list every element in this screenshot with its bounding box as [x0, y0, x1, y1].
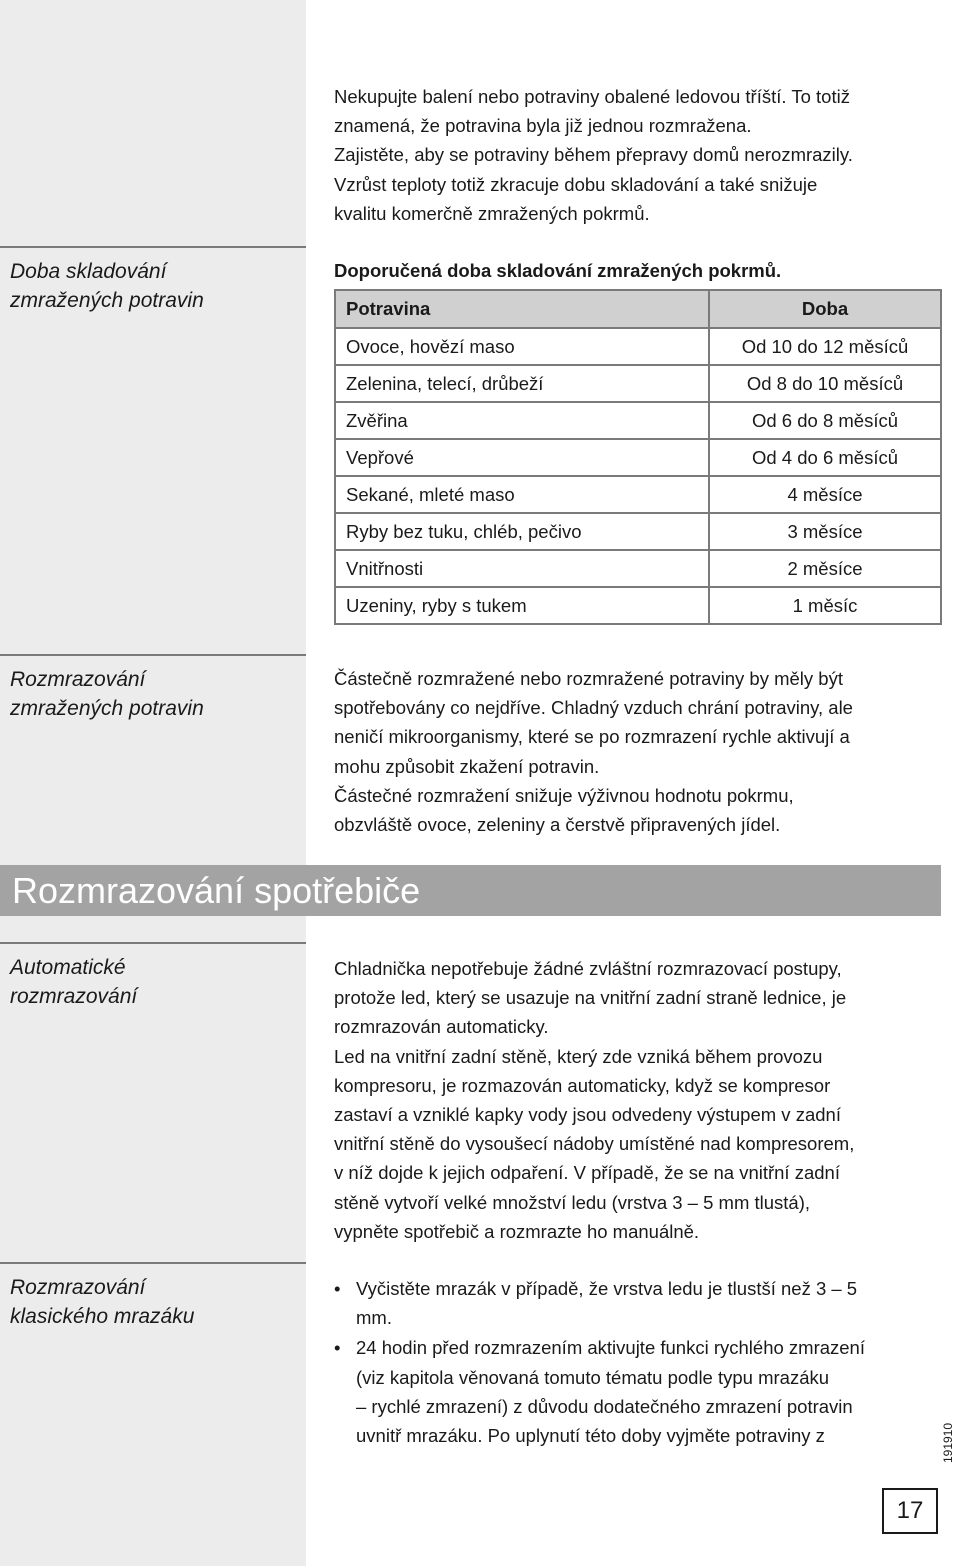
- list-line: (viz kapitola věnovaná tomuto tématu podle typu mrazáku: [356, 1366, 830, 1388]
- document-code: [938, 1418, 958, 1468]
- thawing-line: neničí mikroorganismy, které se po rozmrazení rychle aktivují a: [334, 726, 850, 748]
- auto-line: vypněte spotřebič a rozmrazte ho manuálně.: [334, 1220, 700, 1242]
- side-heading-line: zmražených potravin: [10, 697, 204, 720]
- document-code-text: 191910: [941, 1422, 955, 1464]
- cell-time: 1 měsíc: [709, 587, 941, 624]
- intro-line: znamená, že potravina byla již jednou rozmražena.: [334, 115, 752, 137]
- intro-paragraph: [334, 82, 934, 228]
- cell-food: Vepřové: [335, 439, 709, 476]
- cell-food: Ryby bez tuku, chléb, pečivo: [335, 513, 709, 550]
- cell-food: Sekané, mleté maso: [335, 476, 709, 513]
- cell-food: Zvěřina: [335, 402, 709, 439]
- table-row: [335, 402, 941, 439]
- cell-time: Od 4 do 6 měsíců: [709, 439, 941, 476]
- thawing-line: mohu způsobit zkažení potravin.: [334, 755, 600, 777]
- auto-defrost-paragraph: [334, 954, 934, 1246]
- table-row: [335, 550, 941, 587]
- cell-time: 3 měsíce: [709, 513, 941, 550]
- cell-time: 2 měsíce: [709, 550, 941, 587]
- side-heading-auto-defrost: [0, 942, 306, 1011]
- side-heading-line: Automatické: [10, 956, 126, 979]
- table-row: [335, 587, 941, 624]
- list-line: mm.: [356, 1307, 392, 1329]
- side-heading-line: klasického mrazáku: [10, 1305, 195, 1328]
- auto-line: zastaví a vzniklé kapky vody jsou odvedeny výstupem v zadní: [334, 1104, 841, 1126]
- auto-line: protože led, který se usazuje na vnitřní zadní straně lednice, je: [334, 987, 847, 1009]
- intro-line: Nekupujte balení nebo potraviny obalené ledovou tříští. To totiž: [334, 86, 850, 107]
- table-row: [335, 328, 941, 365]
- auto-line: Led na vnitřní zadní stěně, který zde vzniká během provozu: [334, 1045, 823, 1067]
- side-heading-thawing: [0, 654, 306, 723]
- table-row: [335, 439, 941, 476]
- thawing-line: Částečně rozmražené nebo rozmražené potraviny by měly být: [334, 668, 843, 689]
- auto-line: stěně vytvoří velké množství ledu (vrstva 3 – 5 mm tlustá),: [334, 1191, 811, 1213]
- auto-line: rozmrazován automaticky.: [334, 1016, 549, 1038]
- list-line: uvnitř mrazáku. Po uplynutí této doby vyjměte potraviny z: [356, 1425, 825, 1447]
- list-item: [334, 1274, 934, 1332]
- storage-time-table: [334, 289, 942, 625]
- cell-food: Vnitřnosti: [335, 550, 709, 587]
- intro-line: Zajistěte, aby se potraviny během přepravy domů nerozmrazily.: [334, 144, 853, 166]
- bullet-icon: •: [334, 1278, 341, 1299]
- side-heading-line: Rozmrazování: [10, 1276, 146, 1299]
- section-title-bar: Rozmrazování spotřebiče: [0, 865, 941, 916]
- thawing-line: obzvláště ovoce, zeleniny a čerstvě připravených jídel.: [334, 814, 781, 836]
- column-header-time: Doba: [709, 290, 941, 328]
- side-heading-line: zmražených potravin: [10, 289, 204, 312]
- page-number: 17: [882, 1488, 938, 1534]
- auto-line: vnitřní stěně do vysoušecí nádoby umístěné nad kompresorem,: [334, 1133, 855, 1155]
- thawing-line: Částečné rozmražení snižuje výživnou hodnotu pokrmu,: [334, 784, 794, 806]
- column-header-food: Potravina: [335, 290, 709, 328]
- cell-time: Od 8 do 10 měsíců: [709, 365, 941, 402]
- side-heading-storage: [0, 246, 306, 315]
- auto-line: Chladnička nepotřebuje žádné zvláštní rozmrazovací postupy,: [334, 958, 842, 979]
- auto-line: v níž dojde k jejich odpaření. V případě, že se na vnitřní zadní: [334, 1162, 840, 1184]
- sidebar-background: [0, 0, 306, 1566]
- storage-table-heading: Doporučená doba skladování zmražených pokrmů.: [334, 260, 782, 281]
- side-heading-line: Doba skladování: [10, 260, 167, 283]
- classic-defrost-list: [334, 1274, 934, 1450]
- intro-line: kvalitu komerčně zmražených pokrmů.: [334, 202, 650, 224]
- thawing-paragraph: [334, 664, 934, 839]
- list-line: – rychlé zmrazení) z důvodu dodatečného zmrazení potravin: [356, 1395, 853, 1417]
- list-line: 24 hodin před rozmrazením aktivujte funkci rychlého zmrazení: [356, 1337, 865, 1359]
- side-heading-classic-defrost: [0, 1262, 306, 1331]
- list-line: Vyčistěte mrazák v případě, že vrstva ledu je tlustší než 3 – 5: [356, 1278, 858, 1299]
- list-item: [334, 1333, 934, 1450]
- bullet-icon: •: [334, 1337, 341, 1359]
- cell-time: 4 měsíce: [709, 476, 941, 513]
- table-row: [335, 476, 941, 513]
- table-row: [335, 513, 941, 550]
- cell-time: Od 10 do 12 měsíců: [709, 328, 941, 365]
- thawing-line: spotřebovány co nejdříve. Chladný vzduch chrání potraviny, ale: [334, 697, 853, 719]
- table-row: [335, 365, 941, 402]
- cell-time: Od 6 do 8 měsíců: [709, 402, 941, 439]
- auto-line: kompresoru, je rozmazován automaticky, když se kompresor: [334, 1074, 831, 1096]
- cell-food: Uzeniny, ryby s tukem: [335, 587, 709, 624]
- cell-food: Ovoce, hovězí maso: [335, 328, 709, 365]
- intro-line: Vzrůst teploty totiž zkracuje dobu skladování a také snižuje: [334, 173, 818, 195]
- cell-food: Zelenina, telecí, drůbeží: [335, 365, 709, 402]
- side-heading-line: Rozmrazování: [10, 668, 146, 691]
- side-heading-line: rozmrazování: [10, 985, 138, 1008]
